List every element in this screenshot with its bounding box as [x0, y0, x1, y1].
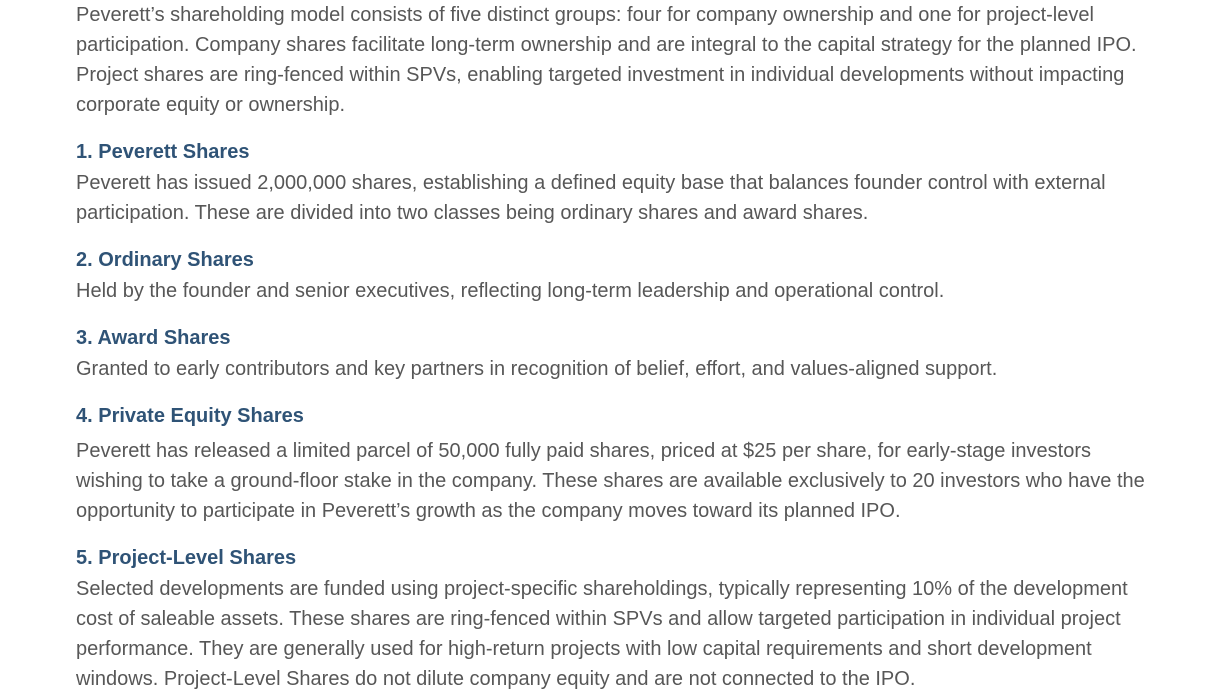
section-body-award-shares: Granted to early contributors and key partners in recognition of belief, effort, and values-aligned support. [76, 358, 998, 380]
section-heading-award-shares: 3. Award Shares [76, 327, 231, 349]
section-body-peverett-shares: Peverett has issued 2,000,000 shares, establishing a defined equity base that balances founder control with external participation. These are divided into two classes being ordinary shares and award shares. [76, 172, 1106, 224]
document-body [76, 0, 1146, 694]
section-heading-peverett-shares: 1. Peverett Shares [76, 141, 250, 163]
section-body-private-equity-shares: Peverett has released a limited parcel of 50,000 fully paid shares, priced at $25 per share, for early-stage investors wishing to take a ground-floor stake in the company. These shares are available exclusively to 20 investors who have the opportunity to participate in Peverett’s growth as the company moves toward its planned IPO. [76, 440, 1145, 522]
section-heading-private-equity-shares: 4. Private Equity Shares [76, 405, 304, 427]
section-body-project-level-shares: Selected developments are funded using project-specific shareholdings, typically representing 10% of the development cost of saleable assets. These shares are ring-fenced within SPVs and allow targeted participation in individual project performance. They are generally used for high-return projects with low capital requirements and short development windows. Project-Level Shares do not dilute company equity and are not connected to the IPO. [76, 578, 1128, 690]
section-body-ordinary-shares: Held by the founder and senior executives, reflecting long-term leadership and operational control. [76, 280, 945, 302]
intro-paragraph: Peverett’s shareholding model consists of five distinct groups: four for company ownership and one for project-level participation. Company shares facilitate long-term ownership and are integral to the capital strategy for the planned IPO. Project shares are ring-fenced within SPVs, enabling targeted investment in individual developments without impacting corporate equity or ownership. [76, 4, 1137, 116]
section-heading-ordinary-shares: 2. Ordinary Shares [76, 249, 254, 271]
section-heading-project-level-shares: 5. Project-Level Shares [76, 547, 297, 569]
